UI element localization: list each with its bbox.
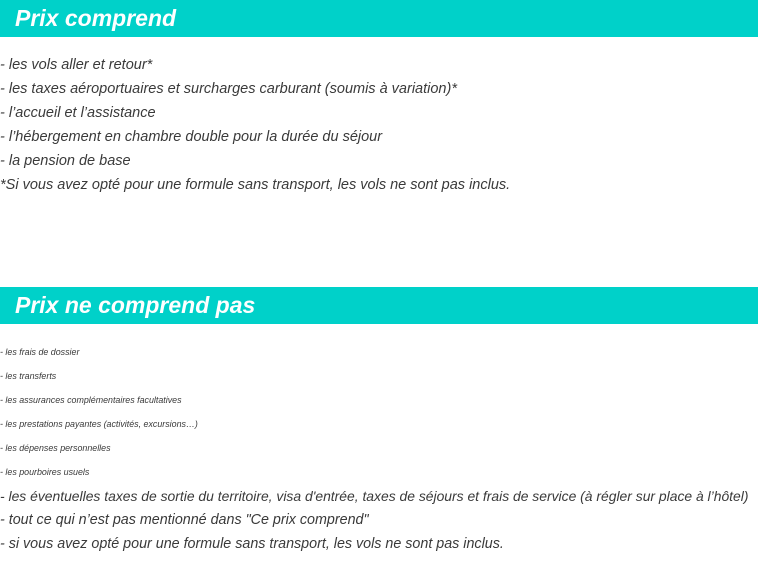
excluded-item: - les assurances complémentaires facultatives xyxy=(0,395,182,405)
excluded-item: - tout ce qui n’est pas mentionné dans "Ce prix comprend" xyxy=(0,512,369,528)
excluded-items-list xyxy=(0,340,748,556)
excluded-item: - les dépenses personnelles xyxy=(0,443,111,453)
included-item: - les taxes aéroportuaires et surcharges carburant (soumis à variation)* xyxy=(0,81,457,97)
included-item: - l’hébergement en chambre double pour la durée du séjour xyxy=(0,129,383,145)
excluded-item: - les pourboires usuels xyxy=(0,467,90,477)
included-section-title: Prix comprend xyxy=(15,5,177,31)
included-section-header xyxy=(0,0,758,37)
excluded-item: - les prestations payantes (activités, excursions…) xyxy=(0,419,198,429)
included-item: - les vols aller et retour* xyxy=(0,57,153,73)
excluded-item: - les frais de dossier xyxy=(0,347,80,357)
excluded-item: - les transferts xyxy=(0,371,57,381)
excluded-item: - si vous avez opté pour une formule sans transport, les vols ne sont pas inclus. xyxy=(0,536,504,552)
excluded-section-title: Prix ne comprend pas xyxy=(15,292,256,318)
excluded-section-header xyxy=(0,287,758,324)
included-item: - l’accueil et l’assistance xyxy=(0,105,156,121)
included-item: - la pension de base xyxy=(0,153,131,169)
included-items-list xyxy=(0,53,510,197)
included-footnote: *Si vous avez opté pour une formule sans transport, les vols ne sont pas inclus. xyxy=(0,177,511,193)
excluded-item: - les éventuelles taxes de sortie du territoire, visa d'entrée, taxes de séjours et frais de service (à régler sur place à l’hôtel) xyxy=(0,488,749,504)
